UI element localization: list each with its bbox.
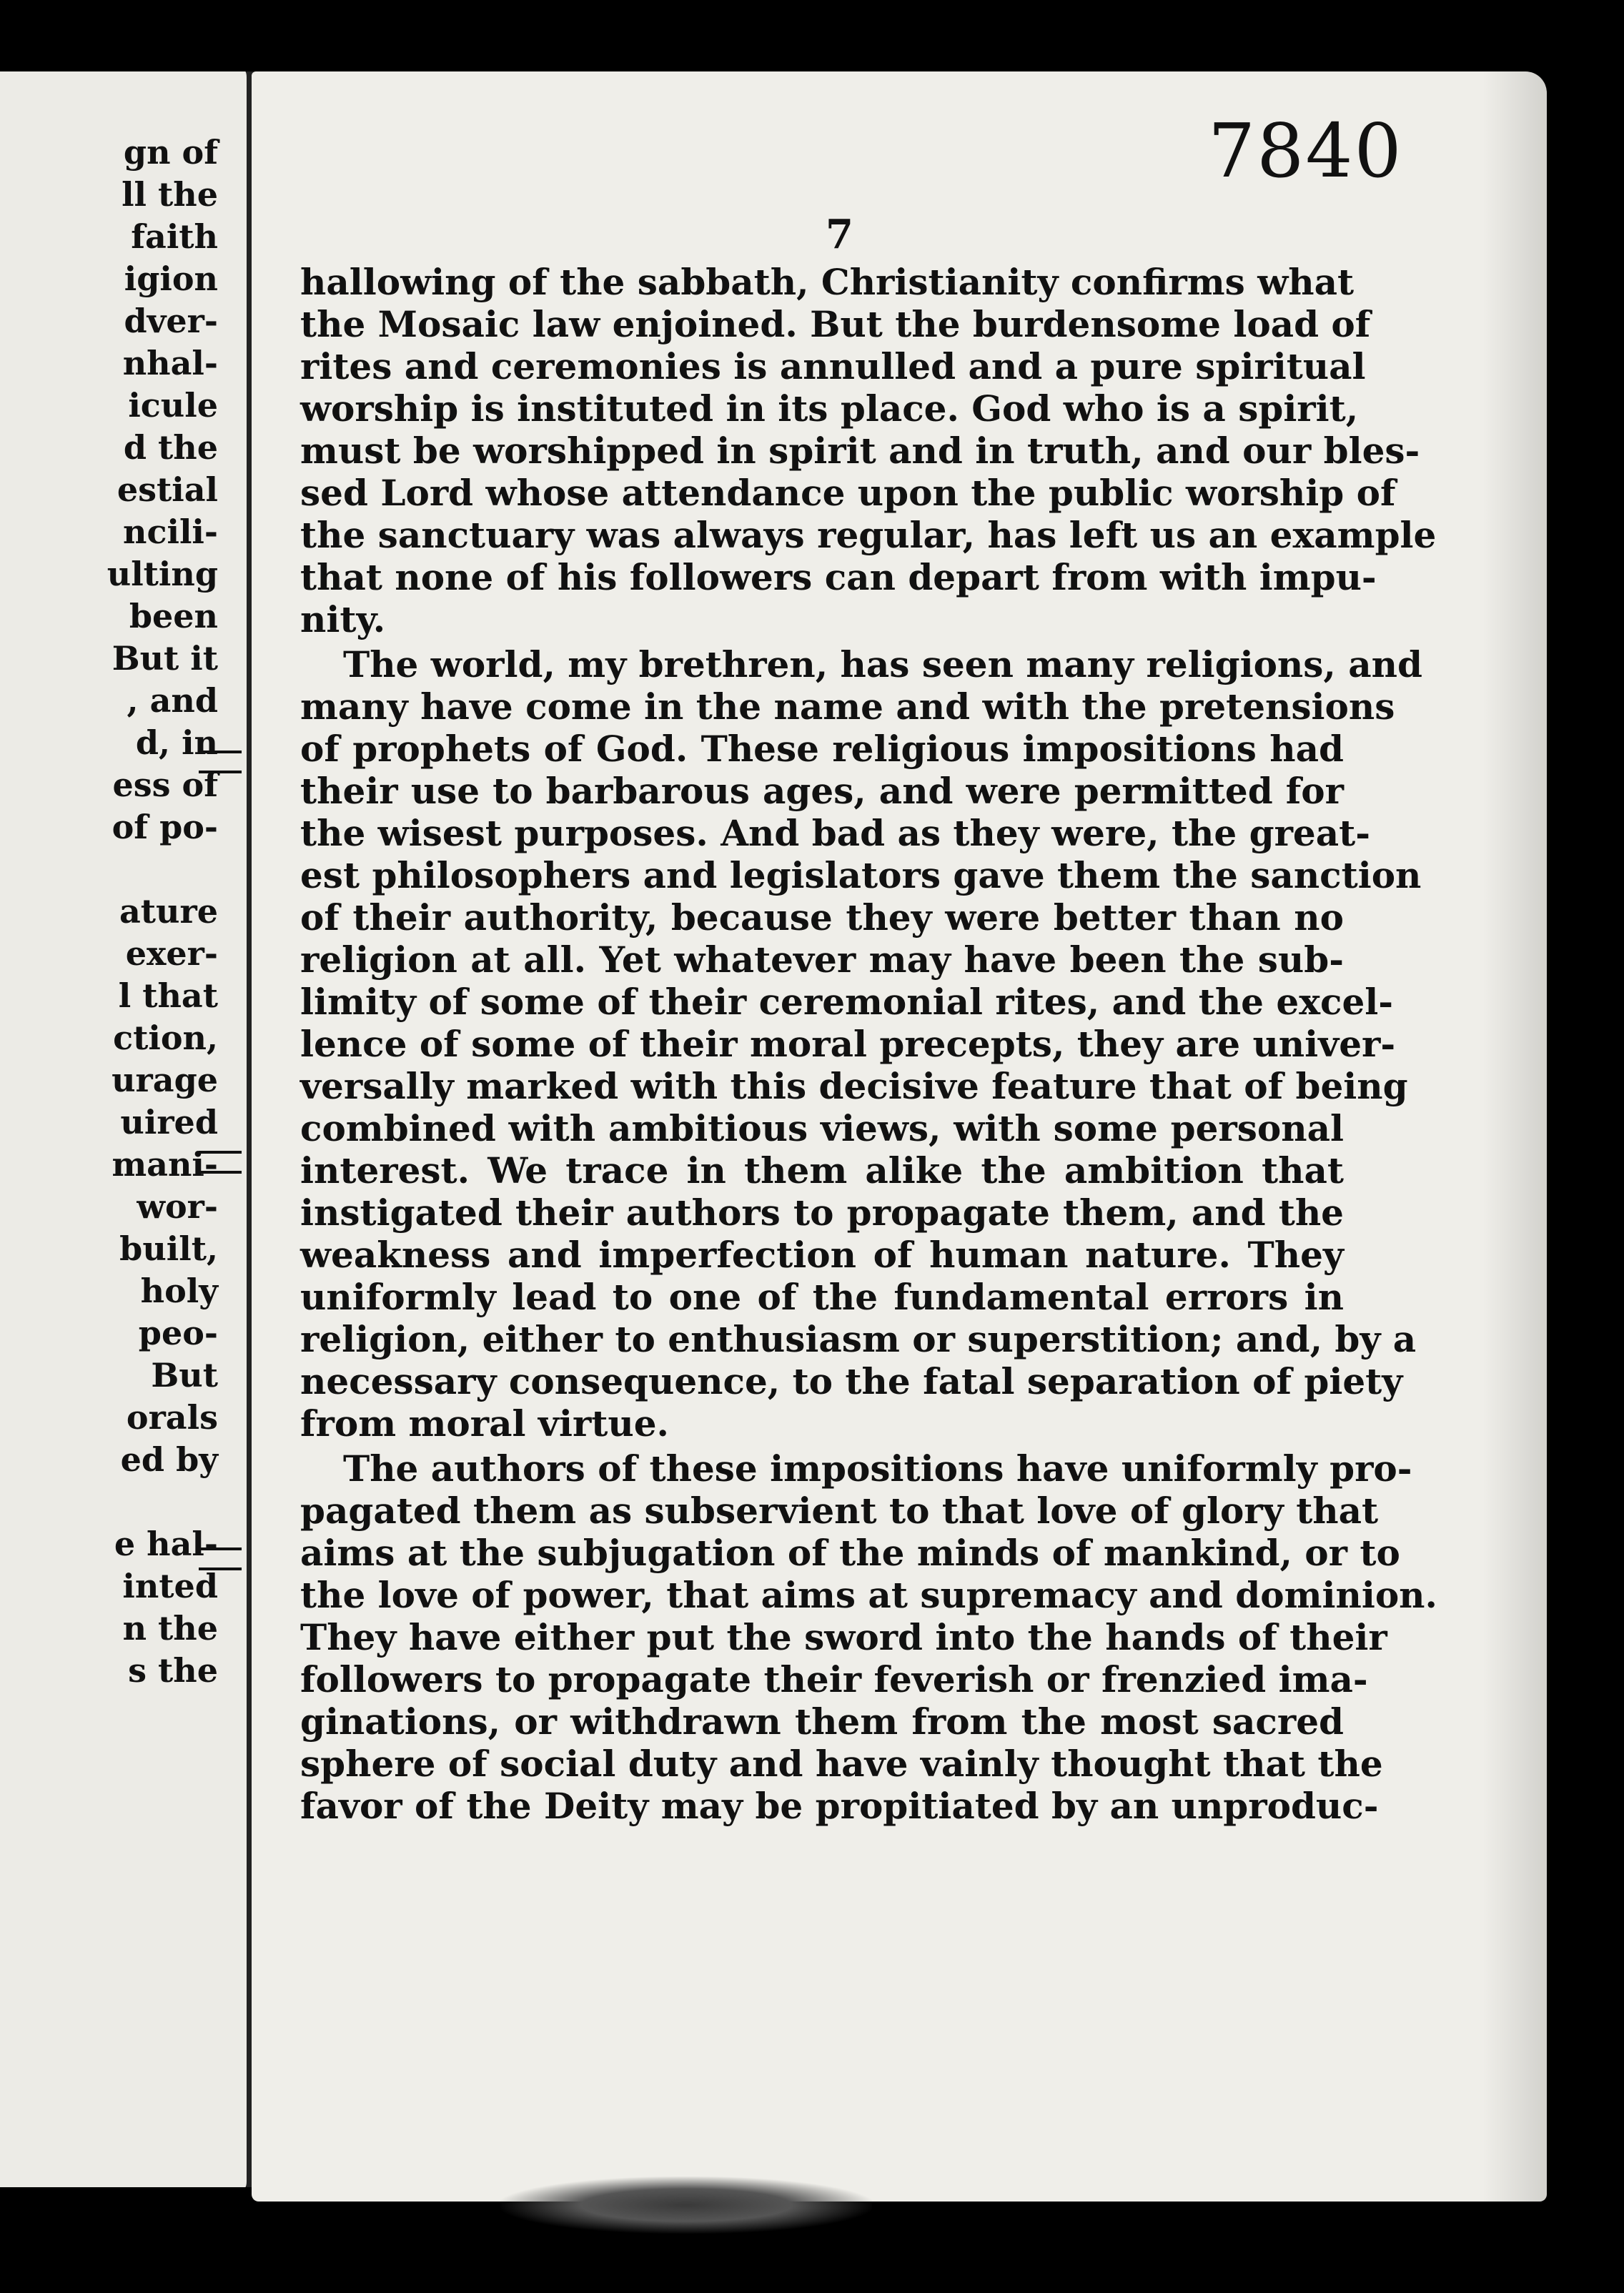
left-page-line: But it	[112, 639, 218, 678]
paragraph	[300, 1447, 1437, 1827]
left-page-line: igion	[124, 259, 218, 298]
binding-thread	[199, 1151, 242, 1174]
left-page-line: orals	[126, 1398, 218, 1437]
text-line: uniformly lead to one of the fundamental errors in	[300, 1276, 1344, 1318]
left-page-line: ulting	[107, 555, 218, 593]
left-page-line: icule	[128, 386, 218, 425]
text-line: weakness and imperfection of human nature. They	[300, 1234, 1344, 1276]
text-line: the sanctuary was always regular, has left us an example	[300, 514, 1437, 556]
text-line: interest. We trace in them alike the ambition that	[300, 1149, 1344, 1192]
left-page-line: ature	[119, 892, 218, 931]
left-page-line: But	[151, 1356, 218, 1395]
text-line: instigated their authors to propagate them, and the	[300, 1192, 1344, 1234]
text-line: est philosophers and legislators gave them the sanction	[300, 854, 1422, 896]
text-line: necessary consequence, to the fatal separation of piety	[300, 1360, 1403, 1402]
left-page-line: e hal-	[114, 1525, 218, 1563]
left-page-line: uired	[120, 1103, 218, 1141]
text-line: nity.	[300, 598, 386, 640]
text-line: religion, either to enthusiasm or superstition; and, by a	[300, 1318, 1417, 1360]
text-line: They have either put the sword into the hands of their	[300, 1616, 1387, 1658]
left-page-line: mani-	[112, 1145, 218, 1184]
text-line: favor of the Deity may be propitiated by an unproduc-	[300, 1785, 1379, 1827]
left-page-line: been	[129, 597, 218, 635]
paragraph	[300, 643, 1422, 1445]
left-page-line: , and	[127, 681, 218, 720]
text-line: that none of his followers can depart from with impu-	[300, 556, 1377, 598]
text-line: pagated them as subservient to that love of glory that	[300, 1490, 1379, 1532]
left-page-line: ll the	[122, 175, 218, 214]
ink-smudge	[500, 2176, 872, 2234]
binding-thread	[199, 751, 242, 773]
left-page-line: inted	[122, 1567, 218, 1605]
binding-thread	[199, 1547, 242, 1570]
text-line: ginations, or withdrawn them from the most sacred	[300, 1700, 1344, 1743]
left-page-line: l that	[118, 976, 218, 1015]
text-line: lence of some of their moral precepts, they are univer-	[300, 1023, 1396, 1065]
left-page-line: n the	[122, 1609, 218, 1648]
left-page-line: wor-	[137, 1187, 218, 1226]
text-line: limity of some of their ceremonial rites, and the excel-	[300, 981, 1394, 1023]
left-page-line: d, in	[135, 723, 218, 762]
text-line: the wisest purposes. And bad as they were, the great-	[300, 812, 1370, 854]
left-facing-page	[0, 71, 251, 2187]
text-line: rites and ceremonies is annulled and a pure spiritual	[300, 345, 1366, 387]
text-line: of prophets of God. These religious impositions had	[300, 728, 1344, 770]
left-page-line: peo-	[138, 1314, 218, 1352]
left-page-line: gn of	[123, 133, 218, 172]
left-page-line: ed by	[120, 1440, 218, 1479]
text-line: the Mosaic law enjoined. But the burdensome load of	[300, 303, 1371, 345]
page-edge-shadow	[1482, 71, 1547, 2202]
left-page-line: urage	[112, 1061, 218, 1099]
text-line: The world, my brethren, has seen many religions, and	[343, 643, 1422, 685]
text-line: worship is instituted in its place. God who is a spirit,	[300, 387, 1359, 430]
left-page-line: exer-	[125, 934, 218, 973]
left-page-line: ncili-	[123, 512, 218, 551]
text-line: combined with ambitious views, with some personal	[300, 1107, 1344, 1149]
left-page-line: estial	[117, 470, 218, 509]
text-line: followers to propagate their feverish or frenzied ima-	[300, 1658, 1368, 1700]
left-page-line: faith	[131, 217, 218, 256]
text-line: the love of power, that aims at supremacy and dominion.	[300, 1574, 1437, 1616]
left-page-line: holy	[140, 1272, 218, 1310]
left-page-line: built,	[119, 1229, 218, 1268]
left-page-line: ction,	[113, 1019, 218, 1057]
text-line: religion at all. Yet whatever may have been the sub-	[300, 939, 1344, 981]
left-page-line: d the	[123, 428, 218, 467]
text-line: versally marked with this decisive feature that of being	[300, 1065, 1408, 1107]
page-number: 7	[826, 211, 853, 258]
left-page-line: nhal-	[122, 344, 218, 382]
text-line: from moral virtue.	[300, 1402, 669, 1445]
text-line: their use to barbarous ages, and were permitted for	[300, 770, 1344, 812]
text-line: must be worshipped in spirit and in truth, and our bles-	[300, 430, 1420, 472]
text-line: sed Lord whose attendance upon the public worship of	[300, 472, 1396, 514]
paragraph	[300, 261, 1437, 640]
text-line: hallowing of the sabbath, Christianity confirms what	[300, 261, 1355, 303]
left-page-line: dver-	[124, 302, 218, 340]
text-line: sphere of social duty and have vainly thought that the	[300, 1743, 1383, 1785]
manuscript-number: 7840	[1208, 107, 1403, 194]
text-line: aims at the subjugation of the minds of mankind, or to	[300, 1532, 1400, 1574]
text-line: many have come in the name and with the pretensions	[300, 685, 1395, 728]
text-line: of their authority, because they were better than no	[300, 896, 1344, 939]
text-line: The authors of these impositions have uniformly pro-	[343, 1447, 1412, 1490]
left-page-line: s the	[128, 1651, 218, 1690]
left-page-line: of po-	[112, 808, 218, 846]
left-page-line: ess of	[112, 766, 218, 804]
body-text	[300, 261, 1437, 1830]
